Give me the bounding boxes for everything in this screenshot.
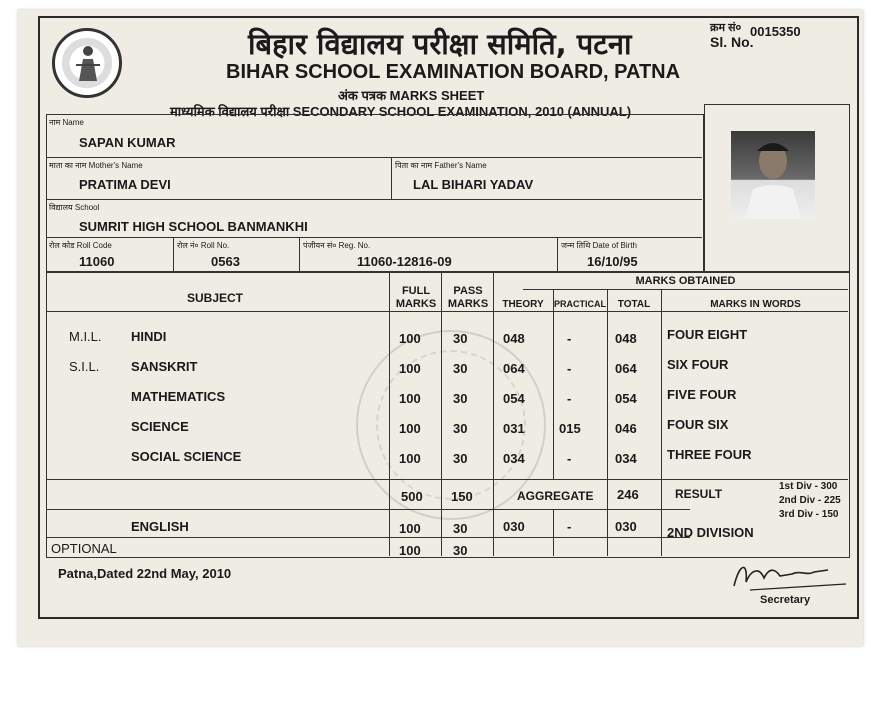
row-words: THREE FOUR xyxy=(667,447,752,462)
school-name: SUMRIT HIGH SCHOOL BANMANKHI xyxy=(79,219,308,234)
row-theory: 030 xyxy=(503,519,525,534)
row-practical: - xyxy=(567,451,572,466)
marks-sheet xyxy=(18,10,863,646)
issue-date: Patna,Dated 22nd May, 2010 xyxy=(58,566,232,581)
row-total: 030 xyxy=(615,519,637,534)
row-words: FOUR SIX xyxy=(667,417,729,432)
row-theory: 034 xyxy=(503,451,525,466)
header-pass-marks: MARKS xyxy=(447,298,489,310)
serial-label: Sl. No. xyxy=(710,34,754,50)
row-full: 100 xyxy=(399,421,421,436)
name-label: नाम Name xyxy=(49,118,84,127)
row-full: 100 xyxy=(399,521,421,536)
header-theory: THEORY xyxy=(502,299,544,310)
row-words: SIX FOUR xyxy=(667,357,729,372)
row-subject: SCIENCE xyxy=(131,419,189,434)
dob: 16/10/95 xyxy=(587,254,638,269)
mother-name: PRATIMA DEVI xyxy=(79,177,171,192)
reg-no: 11060-12816-09 xyxy=(357,254,452,269)
row-full: 100 xyxy=(399,451,421,466)
row-practical: - xyxy=(567,331,572,346)
row-pass: 30 xyxy=(453,331,468,346)
row-total: 046 xyxy=(615,421,637,436)
student-info-block xyxy=(46,114,704,272)
father-label: पिता का नाम Father's Name xyxy=(395,161,487,170)
row-theory: 064 xyxy=(503,361,525,376)
division-third: 3rd Div - 150 xyxy=(779,509,839,520)
serial-number: 0015350 xyxy=(750,24,801,39)
photo-box xyxy=(704,104,850,272)
division-first: 1st Div - 300 xyxy=(779,481,838,492)
row-group: M.I.L. xyxy=(69,329,102,344)
row-group: S.I.L. xyxy=(69,359,100,374)
roll-no-label: रोल नं० Roll No. xyxy=(177,241,230,250)
mother-label: माता का नाम Mother's Name xyxy=(49,161,143,170)
row-pass: 30 xyxy=(453,421,468,436)
row-subject: SOCIAL SCIENCE xyxy=(131,449,242,464)
row-subject: HINDI xyxy=(131,329,167,344)
row-theory: 054 xyxy=(503,391,525,406)
father-name: LAL BIHARI YADAV xyxy=(413,177,534,192)
reg-no-label: पंजीयन सं० Reg. No. xyxy=(303,241,371,250)
row-total: 034 xyxy=(615,451,637,466)
student-name: SAPAN KUMAR xyxy=(79,135,176,150)
exam-title: माध्यमिक विद्यालय परीक्षा SECONDARY SCHOOL EXAMINATION, 2010 (ANNUAL) xyxy=(170,104,632,119)
row-full: 100 xyxy=(399,391,421,406)
header-marks-words: MARKS IN WORDS xyxy=(710,299,801,310)
header-full: FULL xyxy=(401,285,431,297)
board-title-english: BIHAR SCHOOL EXAMINATION BOARD, PATNA xyxy=(226,61,681,83)
school-label: विद्यालय School xyxy=(49,203,100,212)
result-value: 2ND DIVISION xyxy=(667,525,754,540)
serial-label-hindi: क्रम सं० xyxy=(710,22,742,34)
row-pass: 30 xyxy=(453,521,468,536)
roll-code-label: रोल कोड Roll Code xyxy=(49,241,112,250)
row-total: 054 xyxy=(615,391,637,406)
header-marks-obtained: MARKS OBTAINED xyxy=(635,275,736,287)
row-theory: 031 xyxy=(503,421,525,436)
aggregate-full: 500 xyxy=(401,489,423,504)
result-label: RESULT xyxy=(675,487,723,501)
header-total: TOTAL xyxy=(617,299,651,310)
row-pass: 30 xyxy=(453,361,468,376)
row-subject: MATHEMATICS xyxy=(131,389,226,404)
row-total: 064 xyxy=(615,361,637,376)
row-practical: - xyxy=(567,391,572,406)
board-seal-icon xyxy=(52,28,122,98)
aggregate-total: 246 xyxy=(617,487,639,502)
row-subject: SANSKRIT xyxy=(131,359,198,374)
row-words: FIVE FOUR xyxy=(667,387,737,402)
signature-icon xyxy=(730,556,850,594)
aggregate-label: AGGREGATE xyxy=(517,489,594,503)
row-practical: - xyxy=(567,361,572,376)
header-practical: PRACTICAL xyxy=(554,299,606,309)
dob-label: जन्म तिथि Date of Birth xyxy=(561,241,637,250)
board-title-hindi: बिहार विद्यालय परीक्षा समिति, पटना xyxy=(248,27,632,61)
row-words: FOUR EIGHT xyxy=(667,327,748,342)
roll-no: 0563 xyxy=(211,254,240,269)
marks-table xyxy=(46,272,850,558)
header-subject: SUBJECT xyxy=(187,291,244,305)
aggregate-pass: 150 xyxy=(451,489,473,504)
row-practical: - xyxy=(567,519,572,534)
row-pass: 30 xyxy=(453,543,468,558)
division-second: 2nd Div - 225 xyxy=(779,495,841,506)
row-full: 100 xyxy=(399,543,421,558)
student-photo xyxy=(731,131,815,219)
row-theory: 048 xyxy=(503,331,525,346)
row-full: 100 xyxy=(399,361,421,376)
secretary-label: Secretary xyxy=(760,594,811,606)
row-total: 048 xyxy=(615,331,637,346)
header-full-marks: MARKS xyxy=(395,298,437,310)
optional-label: OPTIONAL xyxy=(51,541,117,556)
marks-sheet-heading: अंक पत्रक MARKS SHEET xyxy=(338,88,485,103)
row-full: 100 xyxy=(399,331,421,346)
row-pass: 30 xyxy=(453,451,468,466)
header-pass: PASS xyxy=(453,285,483,297)
row-subject: ENGLISH xyxy=(131,519,189,534)
roll-code: 11060 xyxy=(79,254,115,269)
row-practical: 015 xyxy=(559,421,581,436)
row-pass: 30 xyxy=(453,391,468,406)
